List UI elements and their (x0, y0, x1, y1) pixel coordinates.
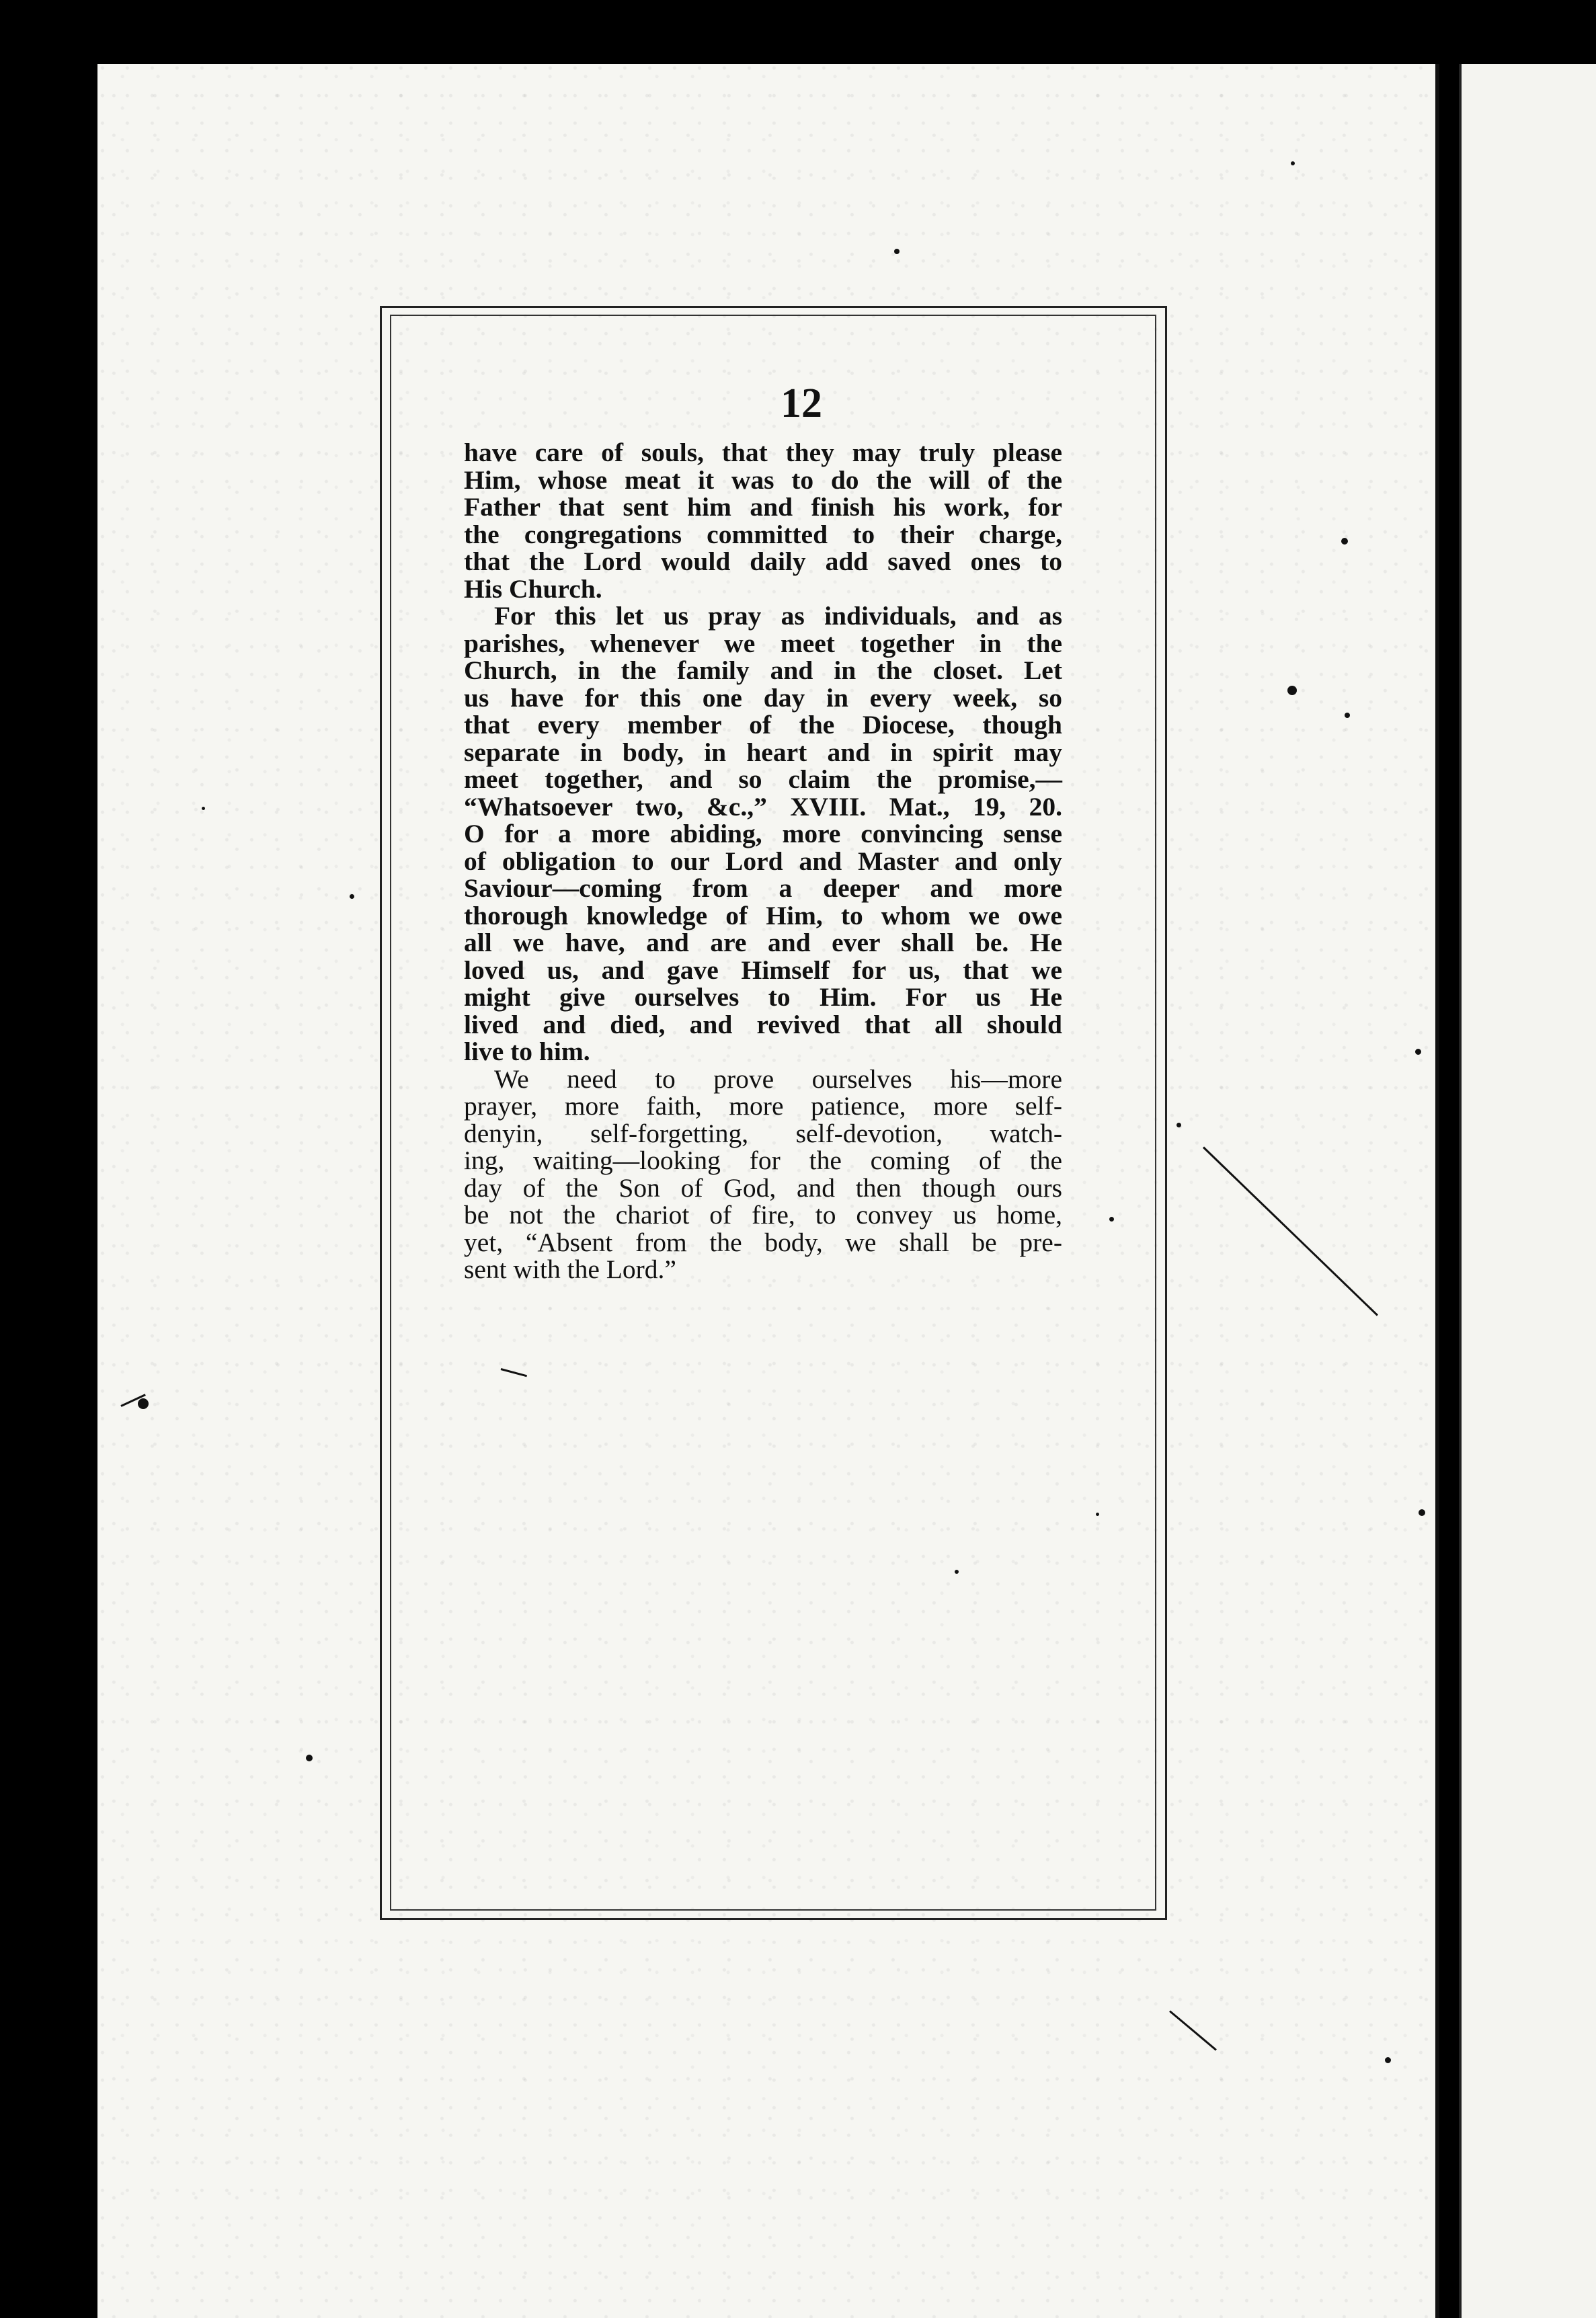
text-line: of obligation to our Lord and Master and only (464, 846, 1062, 876)
text-line: live to him. (464, 1037, 590, 1066)
text-line: separate in body, in heart and in spirit may (464, 737, 1062, 767)
text-line: Him, whose meat it was to do the will of the (464, 465, 1062, 495)
text-line: us have for this one day in every week, so (464, 682, 1062, 713)
scan-speck (1345, 713, 1350, 718)
paragraph (464, 439, 1062, 602)
text-line: lived and died, and revived that all should (464, 1009, 1062, 1039)
scan-speck (350, 894, 354, 899)
text-line: prayer, more faith, more patience, more self- (464, 1091, 1062, 1121)
text-line: that the Lord would daily add saved ones to (464, 547, 1062, 576)
scan-speck (1385, 2057, 1391, 2063)
text-line: ing, waiting—looking for the coming of the (464, 1146, 1062, 1175)
scan-speck (894, 249, 900, 254)
text-line: sent with the Lord.” (464, 1254, 676, 1284)
text-line: O for a more abiding, more convincing sense (464, 819, 1062, 848)
scan-speck (1415, 1049, 1421, 1055)
body-text (464, 439, 1062, 1283)
text-line: Church, in the family and in the closet. Let (464, 655, 1062, 685)
text-line: have care of souls, that they may truly please (464, 438, 1062, 467)
text-line: all we have, and are and ever shall be. He (464, 928, 1062, 957)
scan-speck (1287, 686, 1297, 695)
text-line: We need to prove ourselves his—more (494, 1064, 1062, 1094)
scan-speck (1291, 161, 1295, 165)
text-line: His Church. (464, 573, 602, 604)
text-line: denyin, self-forgetting, self-devotion, watch- (464, 1118, 1062, 1148)
scan-speck (306, 1755, 313, 1761)
text-line: day of the Son of God, and then though ours (464, 1172, 1062, 1203)
text-line: Father that sent him and finish his work, for (464, 492, 1062, 522)
text-line: “Whatsoever two, &c.,” XVIII. Mat., 19, 20. (464, 791, 1062, 822)
text-line: For this let us pray as individuals, and as (494, 601, 1062, 631)
scan-speck (1176, 1123, 1181, 1127)
text-line: loved us, and gave Himself for us, that we (464, 955, 1062, 985)
text-line: the congregations committed to their charge, (464, 519, 1062, 549)
paragraph (464, 1066, 1062, 1283)
scan-speck (1109, 1217, 1114, 1222)
text-line: Saviour—coming from a deeper and more (464, 873, 1062, 903)
page-number: 12 (781, 381, 822, 426)
scan-speck (1341, 538, 1348, 545)
text-line: meet together, and so claim the promise,— (464, 764, 1062, 794)
text-line: parishes, whenever we meet together in the (464, 628, 1062, 658)
text-line: be not the chariot of fire, to convey us home, (464, 1200, 1062, 1230)
paragraph (464, 602, 1062, 1066)
scan-speck (1419, 1509, 1425, 1516)
text-line: that every member of the Diocese, though (464, 710, 1062, 740)
text-line: might give ourselves to Him. For us He (464, 982, 1062, 1012)
text-line: yet, “Absent from the body, we shall be pre- (464, 1227, 1062, 1257)
scan-speck (138, 1398, 149, 1409)
text-line: thorough knowledge of Him, to whom we owe (464, 900, 1062, 930)
scan-speck (955, 1570, 959, 1574)
scan-speck (1096, 1513, 1099, 1516)
scan-speck (202, 807, 205, 810)
